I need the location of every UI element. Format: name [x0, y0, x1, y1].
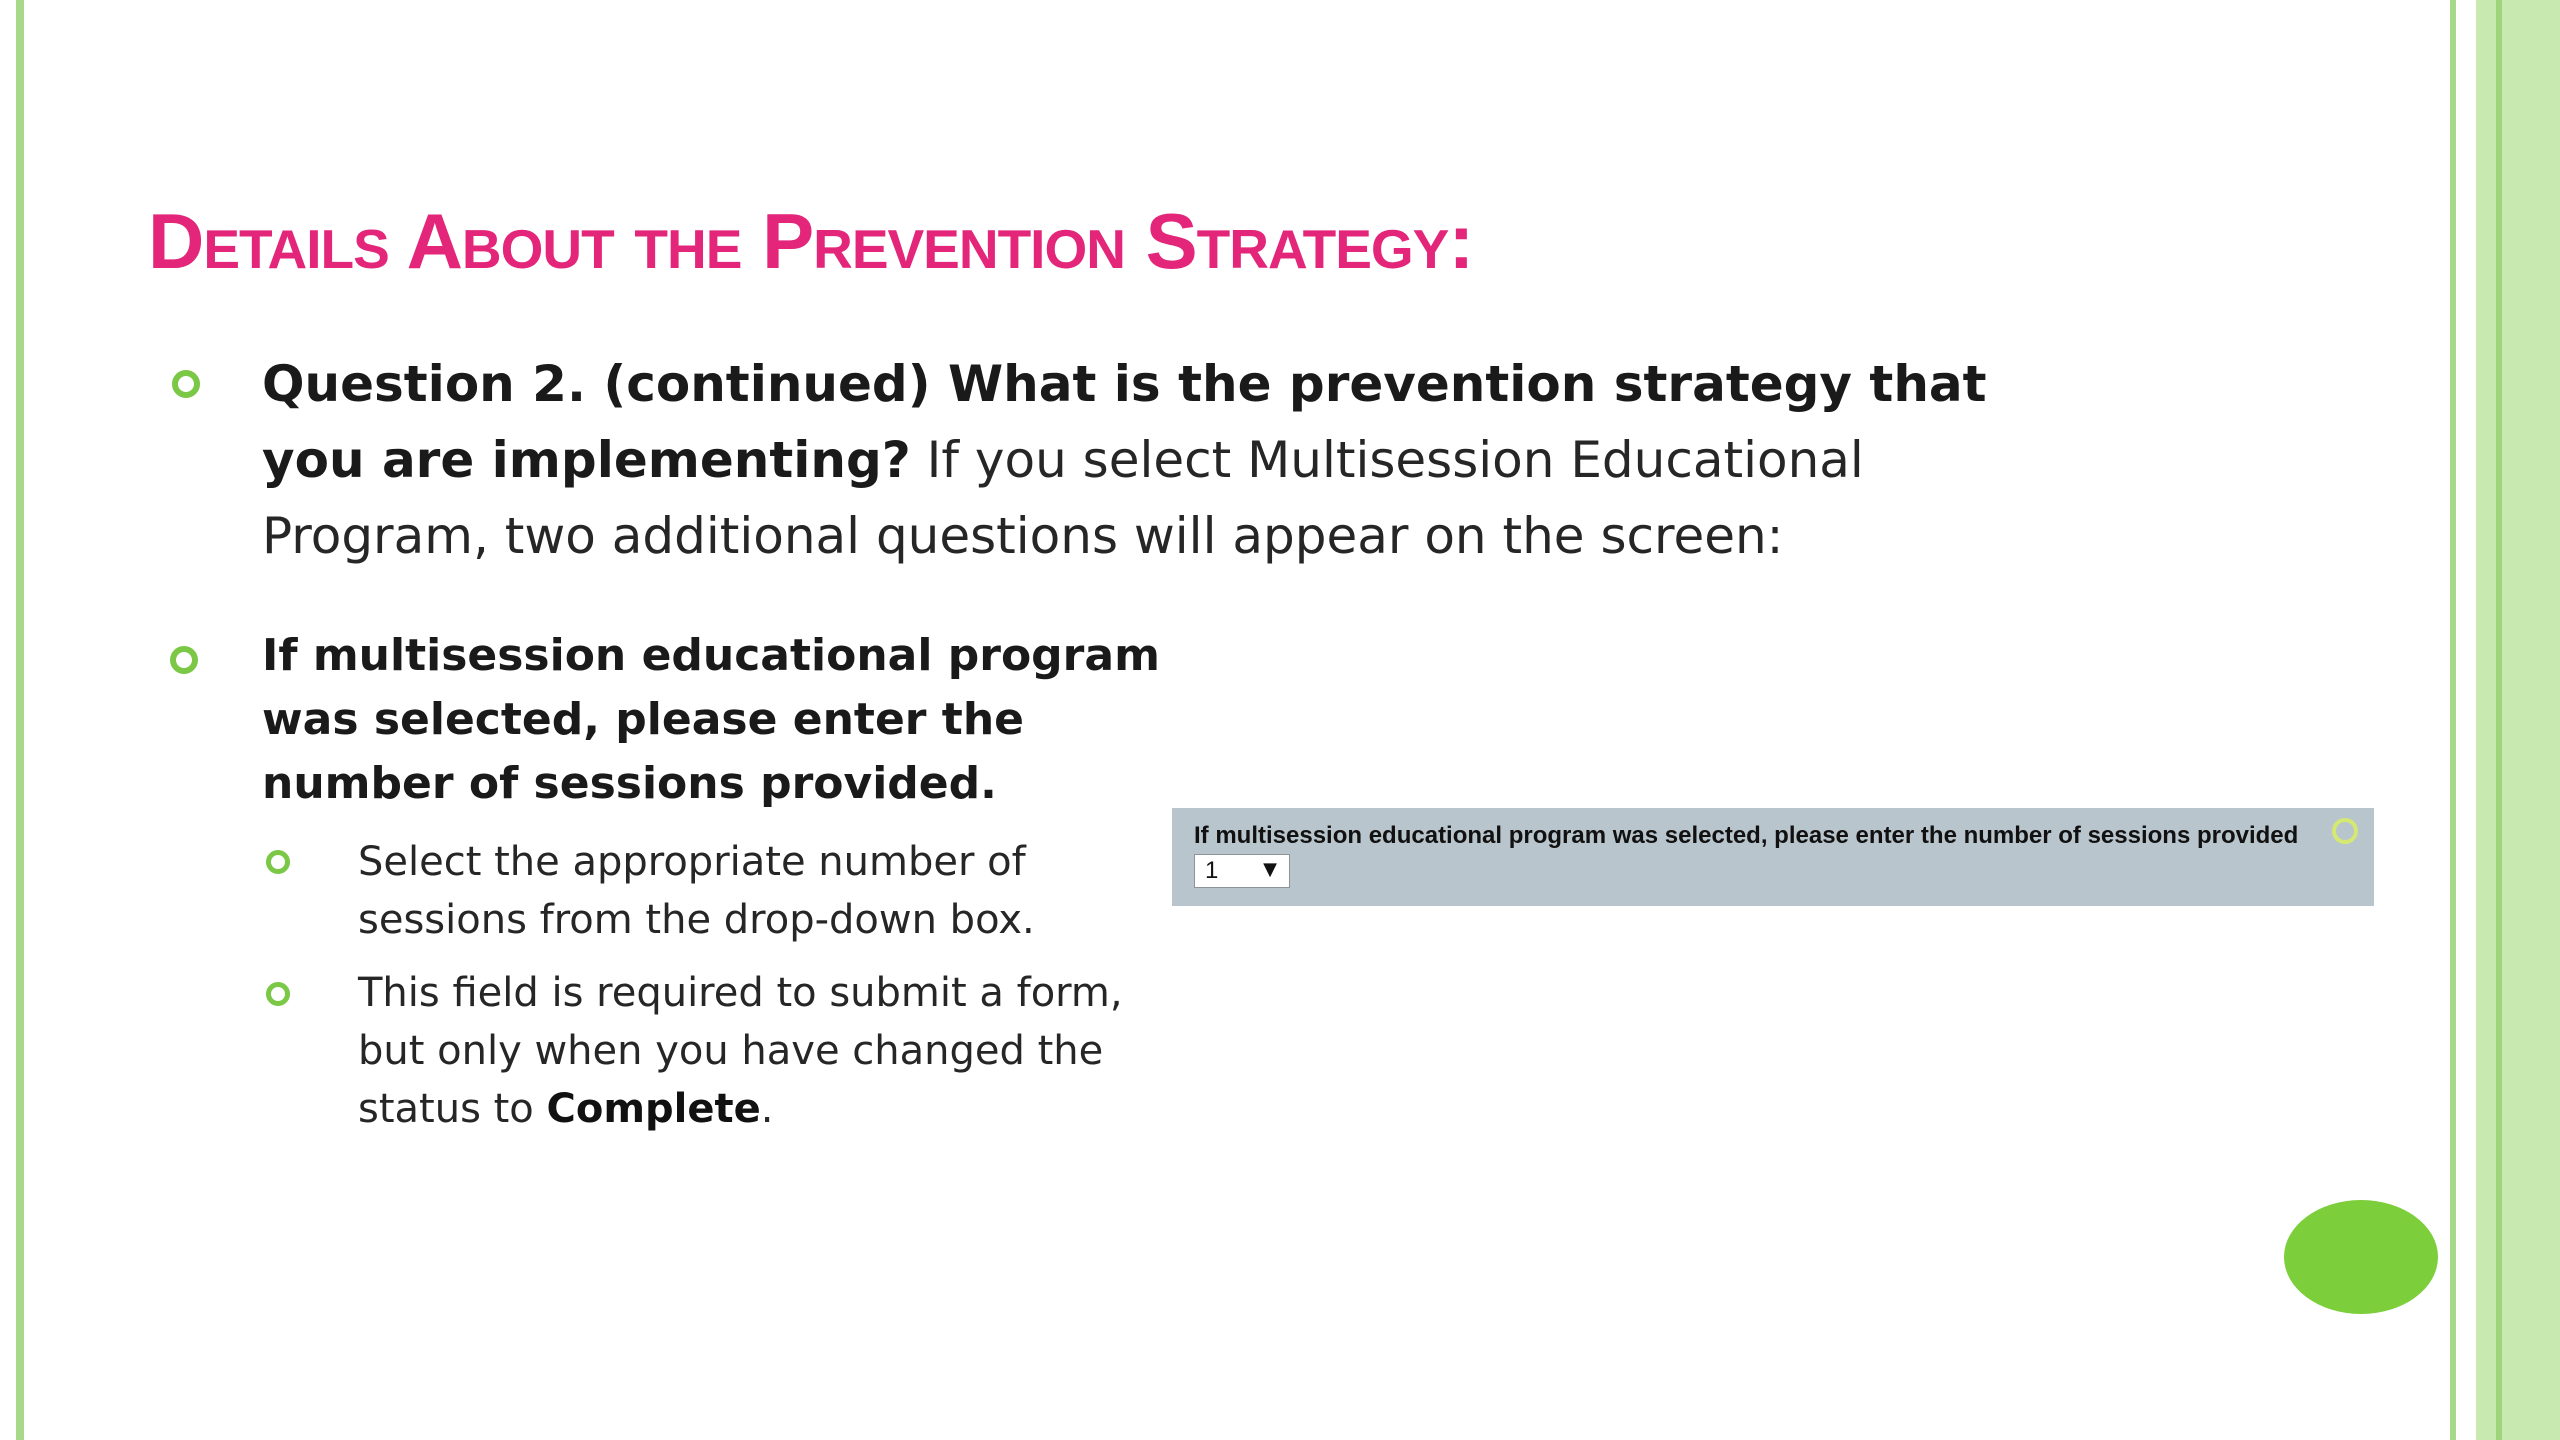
required-text: This field is required to submit a form, but only when you have changed the status to	[358, 970, 1123, 1132]
question-2-bold: Question 2. (continued) What is the prevention strategy that you are implementing?	[262, 355, 1987, 489]
sub-bullet-required	[358, 964, 1178, 1138]
right-band-gap	[2456, 0, 2476, 1440]
slide-title: Details About the Prevention Strategy:	[148, 197, 1474, 285]
bullet-circle-icon	[172, 370, 200, 398]
sub-bullet-select: Select the appropriate number of sessions from the drop-down box.	[358, 839, 1035, 943]
bullet-circle-icon	[266, 850, 290, 874]
form-field-panel	[1172, 808, 2374, 906]
multisession-bullet-text: If multisession educational program was selected, please enter the number of sessions provided.	[262, 630, 1160, 809]
bullet-circle-icon	[170, 646, 198, 674]
decorative-green-circle	[2284, 1200, 2438, 1314]
question-2-rest: If you select Multisession Educational Program, two additional questions will appear on the screen:	[262, 431, 1864, 565]
chevron-down-icon: ▼	[1263, 859, 1277, 880]
right-band-stripe	[2476, 0, 2496, 1440]
bullet-circle-icon	[266, 982, 290, 1006]
left-border	[16, 0, 24, 1440]
complete-text: Complete	[546, 1086, 761, 1132]
period-text: .	[760, 1086, 774, 1132]
dropdown-value: 1	[1205, 857, 1219, 884]
required-indicator-icon	[2332, 818, 2358, 844]
form-field-label: If multisession educational program was selected, please enter the number of sessions provided	[1194, 822, 2299, 849]
question-2-text	[262, 346, 2062, 574]
right-band-stripe	[2502, 0, 2560, 1440]
sessions-dropdown[interactable]	[1194, 854, 1290, 888]
